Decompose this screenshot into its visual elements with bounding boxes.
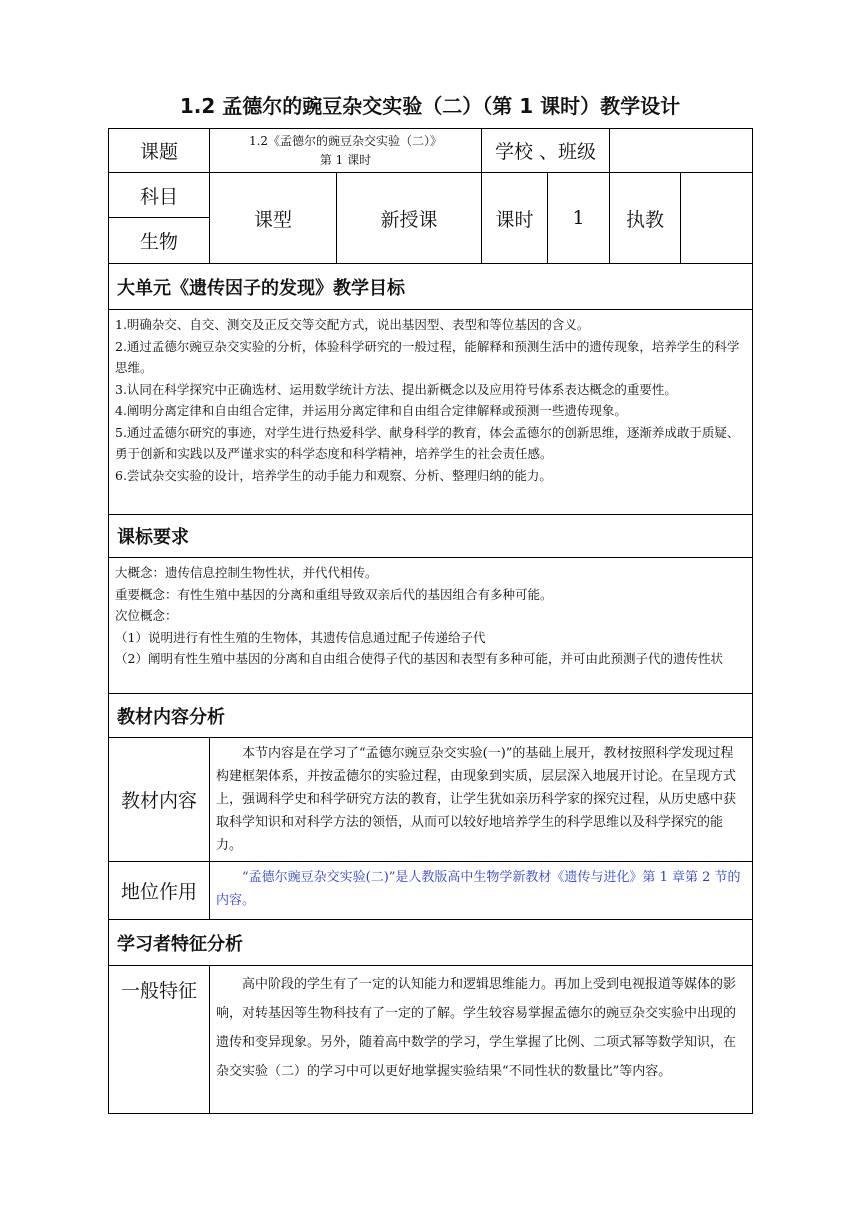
school-class-label: 学校 、班级 <box>482 129 610 173</box>
school-class-value <box>610 129 753 173</box>
material-content-label: 教材内容 <box>109 738 210 862</box>
goal-item: 1.明确杂交、自交、测交及正反交等交配方式，说出基因型、表型和等位基因的含义。 <box>115 317 590 332</box>
topic-value <box>210 129 482 173</box>
general-traits-text: 高中阶段的学生有了一定的认知能力和逻辑思维能力。再加上受到电视报道等媒体的影响，对转基因等生物科技有了一定的了解。学生较容易掌握孟德尔的豌豆杂交实验中出现的遗传和变异现象。另外，随着高中数学的学习，学生掌握了比例、二项式幂等数学知识，在杂交实验（二）的学习中可以更好地掌握实验结果“不同性状的数量比”等内容。 <box>210 966 753 1114</box>
topic-label: 课题 <box>109 129 210 173</box>
teacher-value <box>681 173 753 264</box>
material-heading-row <box>109 694 753 738</box>
standard-item: 大概念：遗传信息控制生物性状，并代代相传。 <box>115 565 378 580</box>
topic-value-line2: 第 1 课时 <box>319 152 372 167</box>
lesson-type-value: 新授课 <box>337 173 482 264</box>
goals-heading-row <box>109 264 753 310</box>
standard-item: （2）阐明有性生殖中基因的分离和自由组合使得子代的基因和表型有多种可能，并可由此预测子代的遗传性状 <box>115 651 723 666</box>
goal-item: 4.阐明分离定律和自由组合定律，并运用分离定律和自由组合定律解释或预测一些遗传现象。 <box>115 403 627 418</box>
learner-heading-row <box>109 920 753 966</box>
class-hours-label: 课时 <box>482 173 548 264</box>
goal-item: 6.尝试杂交实验的设计，培养学生的动手能力和观察、分析、整理归纳的能力。 <box>115 467 552 483</box>
goals-heading: 大单元《遗传因子的发现》教学目标 <box>109 264 753 310</box>
teacher-label: 执教 <box>610 173 681 264</box>
goals-list <box>109 310 753 515</box>
learner-general-row <box>109 966 753 1114</box>
lesson-type-label: 课型 <box>210 173 337 264</box>
material-content-text: 本节内容是在学习了“孟德尔豌豆杂交实验(一)”的基础上展开，教材按照科学发现过程构建框架体系，并按孟德尔的实验过程，由现象到实质，层层深入地展开讨论。在呈现方式上，强调科学史和科学研究方法的教育，让学生犹如亲历科学家的探究过程，从历史感中获取科学知识和对科学方法的领悟，从而可以较好地培养学生的科学思维以及科学探究的能力。 <box>210 738 753 862</box>
lesson-plan-table <box>108 128 753 1114</box>
general-traits-label: 一般特征 <box>109 966 210 1114</box>
standards-heading: 课标要求 <box>109 515 753 558</box>
topic-row <box>109 129 753 173</box>
standards-list <box>109 558 753 694</box>
subject-label: 科目 <box>109 173 210 218</box>
subject-value: 生物 <box>109 218 210 264</box>
goal-item: 5.通过孟德尔研究的事迹，对学生进行热爱科学、献身科学的教育，体会孟德尔的创新思维，逐渐养成敢于质疑、勇于创新和实践以及严谨求实的科学态度和科学精神，培养学生的社会责任感。 <box>115 424 740 461</box>
standard-item: （1）说明进行有性生殖的生物体，其遗传信息通过配子传递给子代 <box>115 629 486 645</box>
learner-heading: 学习者特征分析 <box>109 920 753 966</box>
subject-row <box>109 173 753 218</box>
position-label: 地位作用 <box>109 862 210 920</box>
topic-value-line1: 1.2《孟德尔的豌豆杂交实验（二）》 <box>248 133 443 148</box>
standards-body-row <box>109 558 753 694</box>
material-content-row <box>109 738 753 862</box>
material-heading: 教材内容分析 <box>109 694 753 738</box>
class-hours-value: 1 <box>548 173 610 264</box>
goal-item: 2.通过孟德尔豌豆杂交实验的分析，体验科学研究的一般过程，能解释和预测生活中的遗传现象，培养学生的科学思维。 <box>115 338 740 375</box>
position-row <box>109 862 753 920</box>
standards-heading-row <box>109 515 753 558</box>
position-text: “孟德尔豌豆杂交实验(二)”是人教版高中生物学新教材《遗传与进化》第 1 章第 2 节的内容。 <box>210 862 753 920</box>
document-title: 1.2 孟德尔的豌豆杂交实验（二）（第 1 课时）教学设计 <box>179 94 681 118</box>
goals-body-row <box>109 310 753 515</box>
standard-item: 次位概念： <box>115 608 178 623</box>
standard-item: 重要概念：有性生殖中基因的分离和重组导致双亲后代的基因组合有多种可能。 <box>115 586 553 602</box>
goal-item: 3.认同在科学探究中正确选材、运用数学统计方法、提出新概念以及应用符号体系表达概念的重要性。 <box>115 381 677 397</box>
